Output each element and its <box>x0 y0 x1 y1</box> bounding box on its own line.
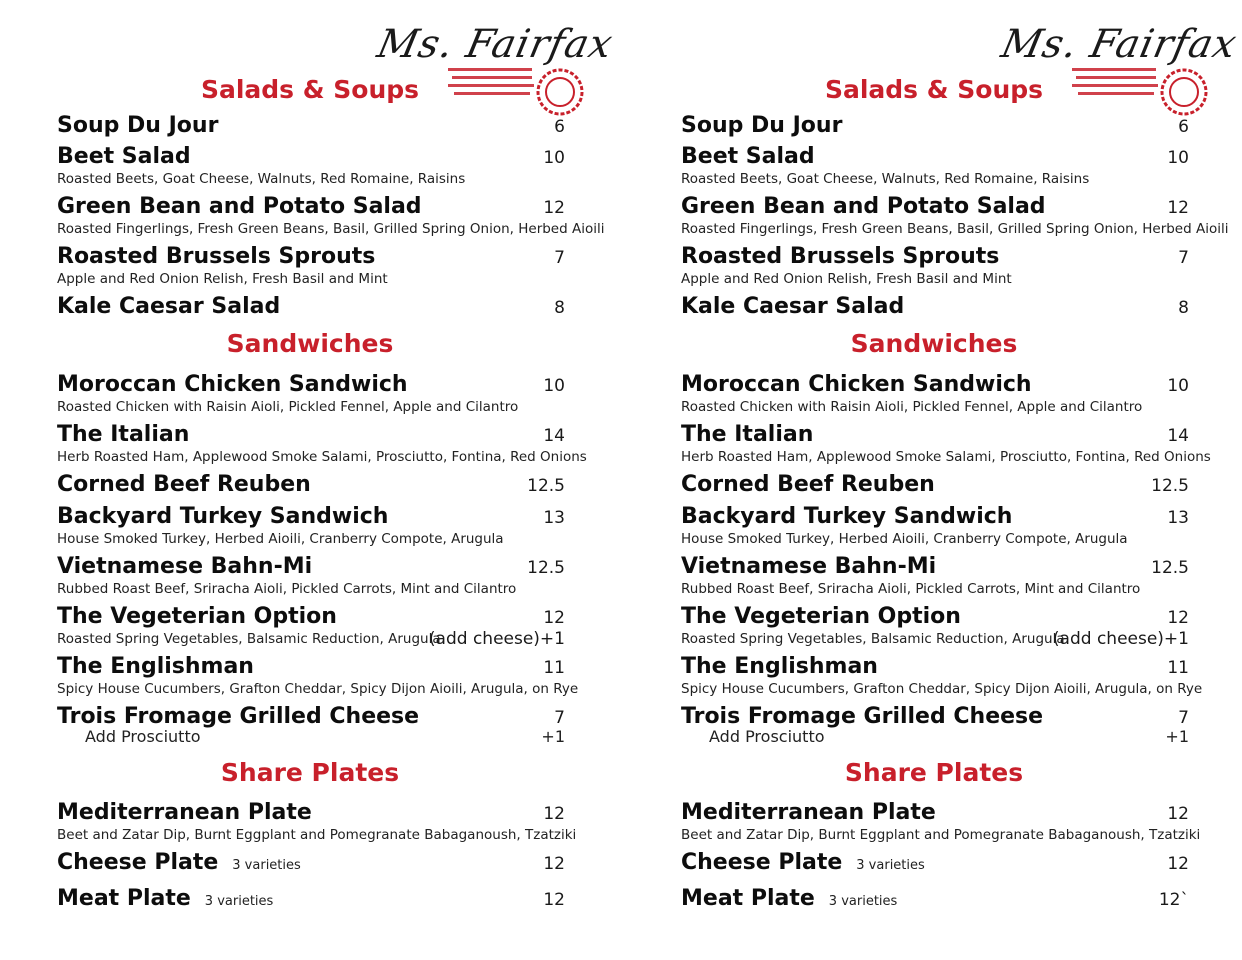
menu-item-name <box>681 244 999 270</box>
menu-item <box>57 654 579 698</box>
menu-item-price: 8 <box>1178 298 1189 318</box>
menu-item-description-text: Beet and Zatar Dip, Burnt Eggplant and Pomegranate Babaganoush, Tzatziki <box>681 827 1201 843</box>
menu-item-price: 14 <box>543 426 565 446</box>
menu-item <box>57 372 565 416</box>
menu-item-description-text: Beet and Zatar Dip, Burnt Eggplant and Pomegranate Babaganoush, Tzatziki <box>57 827 577 843</box>
menu-item <box>681 194 1229 238</box>
menu-item-price: 12 <box>1167 608 1189 628</box>
section-title-salads: Salads & Soups <box>824 75 1044 104</box>
menu-item-row <box>681 422 1189 448</box>
menu-item-name <box>681 654 878 680</box>
menu-item-note: 3 varieties <box>828 894 898 909</box>
menu-item-row <box>681 554 1189 580</box>
menu-item <box>57 144 565 188</box>
menu-item-description-text: Rubbed Roast Beef, Sriracha Aioli, Pickled Carrots, Mint and Cilantro <box>57 581 517 597</box>
menu-item-price: 13 <box>1167 508 1189 528</box>
menu-item-price: 12 <box>543 198 565 218</box>
menu-item <box>681 704 1189 746</box>
menu-item-name-text: Backyard Turkey Sandwich <box>57 504 389 529</box>
menu-item-price: 12.5 <box>527 476 565 496</box>
menu-item-name-text: Roasted Brussels Sprouts <box>681 244 1000 269</box>
menu-item-row <box>57 294 565 320</box>
menu-item-note: 3 varieties <box>204 894 274 909</box>
menu-item-description <box>57 630 565 648</box>
menu-item-price: 12.5 <box>1151 558 1189 578</box>
menu-item-row <box>57 654 565 680</box>
menu-item <box>681 472 1189 498</box>
menu-item-name-text: Cheese Plate <box>681 850 843 875</box>
menu-item-description <box>681 270 1189 288</box>
menu-item-name <box>681 144 815 170</box>
menu-item-price: 11 <box>543 658 565 678</box>
menu-page-left <box>0 0 620 960</box>
menu-item-description-text: Roasted Spring Vegetables, Balsamic Reduction, Arugula <box>57 631 441 647</box>
menu-item-extra: (add cheese)+1 <box>428 629 565 649</box>
menu-item-price: 12 <box>1167 198 1189 218</box>
menu-item-description <box>57 680 579 698</box>
menu-page-right <box>624 0 1242 960</box>
menu-item <box>57 294 565 320</box>
menu-item-description <box>57 170 565 188</box>
menu-item-row <box>681 504 1189 530</box>
menu-item-price: 12 <box>543 890 565 910</box>
menu-item <box>681 554 1189 598</box>
brand-logo: Ms. Fairfax <box>997 22 1242 67</box>
menu-item-name <box>57 113 218 139</box>
menu-item-row <box>681 244 1189 270</box>
menu-item-extra: (add cheese)+1 <box>1052 629 1189 649</box>
menu-item-description-text: Herb Roasted Ham, Applewood Smoke Salami, Prosciutto, Fontina, Red Onions <box>681 449 1211 465</box>
menu-item <box>681 294 1189 320</box>
menu-item <box>681 654 1203 698</box>
menu-item-name <box>681 194 1046 220</box>
menu-item-description <box>681 448 1211 466</box>
menu-item-price: 10 <box>1167 148 1189 168</box>
section-title-sandwiches: Sandwiches <box>226 329 394 358</box>
menu-item <box>57 422 587 466</box>
menu-item-note: 3 varieties <box>856 858 925 873</box>
menu-item-name-text: Kale Caesar Salad <box>57 294 281 319</box>
menu-item-row <box>57 800 565 826</box>
menu-item-addon <box>681 728 1189 746</box>
menu-item-row <box>681 294 1189 320</box>
menu-item-price: 10 <box>1167 376 1189 396</box>
menu-item-description <box>57 220 605 238</box>
menu-item-name-text: Kale Caesar Salad <box>681 294 905 319</box>
menu-item-name-text: Meat Plate <box>57 886 191 911</box>
menu-item-description <box>57 270 565 288</box>
menu-item <box>57 504 565 548</box>
menu-item-description-text: Apple and Red Onion Relish, Fresh Basil and Mint <box>57 271 388 287</box>
menu-item-name <box>57 194 422 220</box>
menu-item-description-text: House Smoked Turkey, Herbed Aioili, Cranberry Compote, Arugula <box>681 531 1128 547</box>
menu-item <box>681 422 1211 466</box>
menu-item-row <box>57 113 565 139</box>
menu-item <box>57 604 565 648</box>
menu-item-name-text: The Englishman <box>681 654 878 679</box>
menu-item <box>681 604 1189 648</box>
menu-item-price: 12 <box>543 854 565 874</box>
menu-item-name <box>681 800 936 826</box>
menu-item-name <box>57 144 191 170</box>
menu-item-price: 7 <box>554 708 565 728</box>
menu-item-name-text: The Vegeterian Option <box>681 604 961 629</box>
menu-item-row <box>681 886 1189 912</box>
menu-item-name-text: Cheese Plate <box>57 850 219 875</box>
menu-item-name-text: Beet Salad <box>57 144 191 169</box>
menu-item-name <box>57 604 337 630</box>
menu-item-name-text: Green Bean and Potato Salad <box>681 194 1046 219</box>
menu-item-description <box>57 448 587 466</box>
menu-item-description <box>57 580 565 598</box>
menu-item <box>57 244 565 288</box>
menu-item-description <box>681 170 1189 188</box>
menu-item-name-text: Green Bean and Potato Salad <box>57 194 422 219</box>
menu-item-description <box>57 530 565 548</box>
menu-item-row <box>681 800 1189 826</box>
menu-item-description-text: Roasted Beets, Goat Cheese, Walnuts, Red Romaine, Raisins <box>57 171 466 187</box>
menu-item-name <box>681 472 935 498</box>
menu-item-row <box>57 422 565 448</box>
menu-item-row <box>57 604 565 630</box>
menu-item-name-text: Trois Fromage Grilled Cheese <box>681 704 1044 729</box>
menu-item-description <box>57 398 565 416</box>
menu-item-price: 12 <box>1167 804 1189 824</box>
menu-item-price: 7 <box>1178 248 1189 268</box>
menu-item-row <box>57 194 565 220</box>
menu-item-description-text: Spicy House Cucumbers, Grafton Cheddar, Spicy Dijon Aioili, Arugula, on Rye <box>681 681 1203 697</box>
menu-item-description-text: Rubbed Roast Beef, Sriracha Aioli, Pickled Carrots, Mint and Cilantro <box>681 581 1141 597</box>
menu-item-name-text: The Englishman <box>57 654 254 679</box>
menu-item-name-text: The Italian <box>57 422 190 447</box>
menu-item-row <box>57 472 565 498</box>
menu-item-description-text: Roasted Chicken with Raisin Aioli, Pickled Fennel, Apple and Cilantro <box>57 399 519 415</box>
menu-item-name <box>57 850 301 879</box>
menu-item-description-text: House Smoked Turkey, Herbed Aioili, Cranberry Compote, Arugula <box>57 531 504 547</box>
menu-item-name-text: Trois Fromage Grilled Cheese <box>57 704 420 729</box>
menu-item-price: 11 <box>1167 658 1189 678</box>
menu-item-row <box>57 886 565 912</box>
menu-item-name-text: Roasted Brussels Sprouts <box>57 244 376 269</box>
menu-item-name <box>681 422 813 448</box>
menu-item-name <box>681 372 1032 398</box>
menu-item-name-text: Backyard Turkey Sandwich <box>681 504 1013 529</box>
menu-item <box>57 850 565 876</box>
menu-item <box>681 850 1189 876</box>
menu-item-price: 10 <box>543 376 565 396</box>
menu-item-price: 12.5 <box>527 558 565 578</box>
menu-item-name <box>681 504 1012 530</box>
menu-item-price: 12` <box>1158 890 1189 910</box>
menu-item <box>681 886 1189 912</box>
menu-item-row <box>57 372 565 398</box>
menu-item-name <box>681 554 936 580</box>
menu-item-name-text: Vietnamese Bahn-Mi <box>57 554 313 579</box>
menu-item-price: 8 <box>554 298 565 318</box>
menu-item-row <box>57 244 565 270</box>
menu-item <box>681 372 1189 416</box>
menu-item-name <box>57 294 280 320</box>
menu-item-name-text: Mediterranean Plate <box>57 800 312 825</box>
menu-item-addon-price: +1 <box>541 727 565 746</box>
menu-item-name <box>57 504 388 530</box>
menu-item-name <box>57 654 254 680</box>
section-title-share: Share Plates <box>844 758 1024 787</box>
menu-item <box>57 113 565 139</box>
menu-item-name-text: Moroccan Chicken Sandwich <box>681 372 1032 397</box>
menu-item <box>681 113 1189 139</box>
menu-item-row <box>681 850 1189 876</box>
menu-item-price: 7 <box>1178 708 1189 728</box>
menu-item-name <box>681 604 961 630</box>
menu-item-addon-price: +1 <box>1165 727 1189 746</box>
menu-item-name-text: Soup Du Jour <box>681 113 843 138</box>
menu-item-row <box>57 554 565 580</box>
menu-item-description <box>681 680 1203 698</box>
menu-item-addon <box>57 728 565 746</box>
menu-item-description-text: Apple and Red Onion Relish, Fresh Basil and Mint <box>681 271 1012 287</box>
menu-item-name <box>57 886 273 915</box>
menu-item <box>57 886 565 912</box>
menu-item-name <box>57 244 375 270</box>
menu-item-name <box>57 472 311 498</box>
menu-item-description <box>681 826 1201 844</box>
menu-item-description <box>681 630 1189 648</box>
menu-item-name <box>57 372 408 398</box>
menu-item-description-text: Roasted Fingerlings, Fresh Green Beans, Basil, Grilled Spring Onion, Herbed Aioili <box>57 221 605 237</box>
menu-item-description-text: Roasted Fingerlings, Fresh Green Beans, Basil, Grilled Spring Onion, Herbed Aioili <box>681 221 1229 237</box>
menu-item-description-text: Roasted Spring Vegetables, Balsamic Reduction, Arugula <box>681 631 1065 647</box>
menu-item-description <box>681 398 1189 416</box>
menu-item-price: 7 <box>554 248 565 268</box>
menu-item-name <box>57 800 312 826</box>
menu-item <box>681 144 1189 188</box>
menu-item-name <box>57 554 312 580</box>
menu-item-description-text: Roasted Beets, Goat Cheese, Walnuts, Red Romaine, Raisins <box>681 171 1090 187</box>
menu-item-price: 12 <box>543 804 565 824</box>
menu-item-description-text: Roasted Chicken with Raisin Aioli, Pickled Fennel, Apple and Cilantro <box>681 399 1143 415</box>
menu-item <box>681 244 1189 288</box>
menu-item-name <box>57 422 189 448</box>
menu-item-price: 14 <box>1167 426 1189 446</box>
menu-item-name-text: Vietnamese Bahn-Mi <box>681 554 937 579</box>
menu-item-price: 10 <box>543 148 565 168</box>
menu-item <box>681 800 1201 844</box>
section-title-share: Share Plates <box>220 758 400 787</box>
menu-item-name <box>681 850 925 879</box>
menu-item-price: 6 <box>1178 117 1189 137</box>
menu-item-row <box>57 144 565 170</box>
menu-item-name <box>681 886 897 915</box>
brand-logo: Ms. Fairfax <box>373 22 618 67</box>
section-title-salads: Salads & Soups <box>200 75 420 104</box>
menu-item-price: 12.5 <box>1151 476 1189 496</box>
menu-item <box>57 704 565 746</box>
menu-item-row <box>681 372 1189 398</box>
menu-item-addon-label: Add Prosciutto <box>709 727 825 746</box>
menu-item-name-text: Corned Beef Reuben <box>681 472 935 497</box>
menu-item-row <box>681 654 1189 680</box>
menu-item-row <box>57 850 565 876</box>
menu-item-description <box>681 530 1189 548</box>
menu-item-name-text: The Vegeterian Option <box>57 604 337 629</box>
menu-item-row <box>681 113 1189 139</box>
menu-item <box>57 800 577 844</box>
menu-item-addon-label: Add Prosciutto <box>85 727 201 746</box>
menu-item-name-text: Mediterranean Plate <box>681 800 936 825</box>
menu-item-name-text: The Italian <box>681 422 814 447</box>
menu-item-price: 12 <box>543 608 565 628</box>
menu-item <box>57 194 605 238</box>
menu-item-row <box>681 194 1189 220</box>
menu-item-row <box>681 604 1189 630</box>
menu-item-description <box>57 826 577 844</box>
menu-item-name-text: Soup Du Jour <box>57 113 219 138</box>
menu-item-name <box>681 113 842 139</box>
menu-item-row <box>681 144 1189 170</box>
menu-item-name-text: Corned Beef Reuben <box>57 472 311 497</box>
menu-item-price: 12 <box>1167 854 1189 874</box>
section-title-sandwiches: Sandwiches <box>850 329 1018 358</box>
menu-item-name <box>681 294 904 320</box>
menu-item <box>57 472 565 498</box>
menu-item-name-text: Moroccan Chicken Sandwich <box>57 372 408 397</box>
menu-item <box>57 554 565 598</box>
menu-item-row <box>681 472 1189 498</box>
menu-item-description <box>681 580 1189 598</box>
menu-item-description <box>681 220 1229 238</box>
menu-item-price: 6 <box>554 117 565 137</box>
menu-item-note: 3 varieties <box>232 858 301 873</box>
menu-item-name-text: Meat Plate <box>681 886 815 911</box>
menu-item <box>681 504 1189 548</box>
menu-item-price: 13 <box>543 508 565 528</box>
menu-item-row <box>57 504 565 530</box>
menu-item-name-text: Beet Salad <box>681 144 815 169</box>
menu-item-description-text: Herb Roasted Ham, Applewood Smoke Salami, Prosciutto, Fontina, Red Onions <box>57 449 587 465</box>
menu-item-description-text: Spicy House Cucumbers, Grafton Cheddar, Spicy Dijon Aioili, Arugula, on Rye <box>57 681 579 697</box>
